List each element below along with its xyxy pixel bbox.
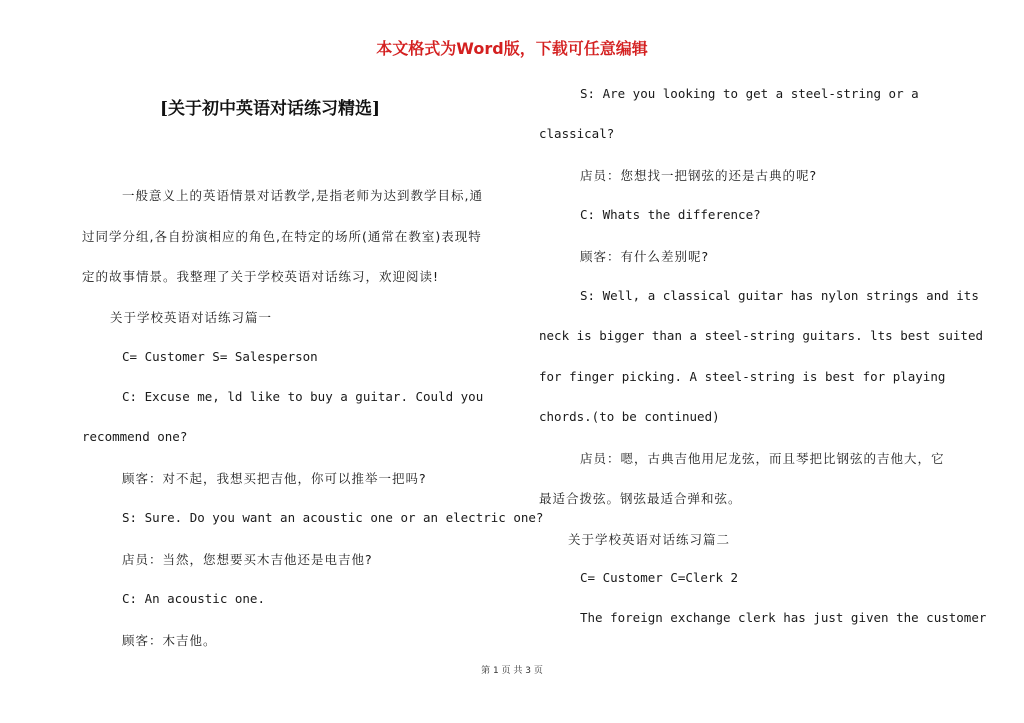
left-para-line: C: Excuse me, ld like to buy a guitar. Could you — [122, 389, 484, 404]
right-para-line: C= Customer C=Clerk 2 — [580, 570, 739, 585]
left-para-line: C= Customer S= Salesperson — [122, 349, 318, 364]
left-para-line: C: An acoustic one. — [122, 591, 265, 606]
page-number: 第 1 页 共 3 页 — [481, 666, 543, 676]
left-para-line: 店员：当然，您想要买木吉他还是电吉他? — [122, 552, 373, 567]
right-para-line: 店员：嗯，古典吉他用尼龙弦，而且琴把比钢弦的吉他大，它 — [580, 451, 945, 466]
right-para-line: 顾客：有什么差别呢? — [580, 249, 710, 264]
document-title: [关于初中英语对话练习精选] — [160, 99, 381, 119]
left-para-line: 定的故事情景。我整理了关于学校英语对话练习，欢迎阅读! — [82, 269, 440, 284]
left-para-line: 一般意义上的英语情景对话教学,是指老师为达到教学目标,通 — [122, 188, 483, 203]
right-para-line: 最适合拨弦。钢弦最适合弹和弦。 — [539, 491, 742, 506]
left-para-line: recommend one? — [82, 429, 188, 444]
left-para-line: 顾客：对不起，我想买把吉他，你可以推举一把吗? — [122, 471, 427, 486]
left-para-line: 过同学分组,各自扮演相应的角色,在特定的场所(通常在教室)表现特 — [82, 229, 482, 244]
right-para-line: C: Whats the difference? — [580, 207, 761, 222]
right-para-line: for finger picking. A steel-string is best for playing — [539, 369, 946, 384]
section-heading-2: 关于学校英语对话练习篇二 — [568, 532, 731, 547]
left-para-line: S: Sure. Do you want an acoustic one or an electric one? — [122, 510, 544, 525]
right-para-line: 店员：您想找一把钢弦的还是古典的呢? — [580, 168, 818, 183]
right-para-line: S: Well, a classical guitar has nylon strings and its — [580, 288, 979, 303]
watermark-banner: 本文格式为Word版，下载可任意编辑 — [376, 39, 648, 58]
right-para-line: chords.(to be continued) — [539, 409, 720, 424]
right-para-line: neck is bigger than a steel-string guitars. lts best suited — [539, 328, 984, 343]
right-para-line: The foreign exchange clerk has just given the customer — [580, 610, 987, 625]
right-para-line: S: Are you looking to get a steel-string or a — [580, 86, 919, 101]
right-para-line: classical? — [539, 126, 615, 141]
left-para-line: 顾客：木吉他。 — [122, 633, 217, 648]
section-heading-1: 关于学校英语对话练习篇一 — [110, 310, 273, 325]
